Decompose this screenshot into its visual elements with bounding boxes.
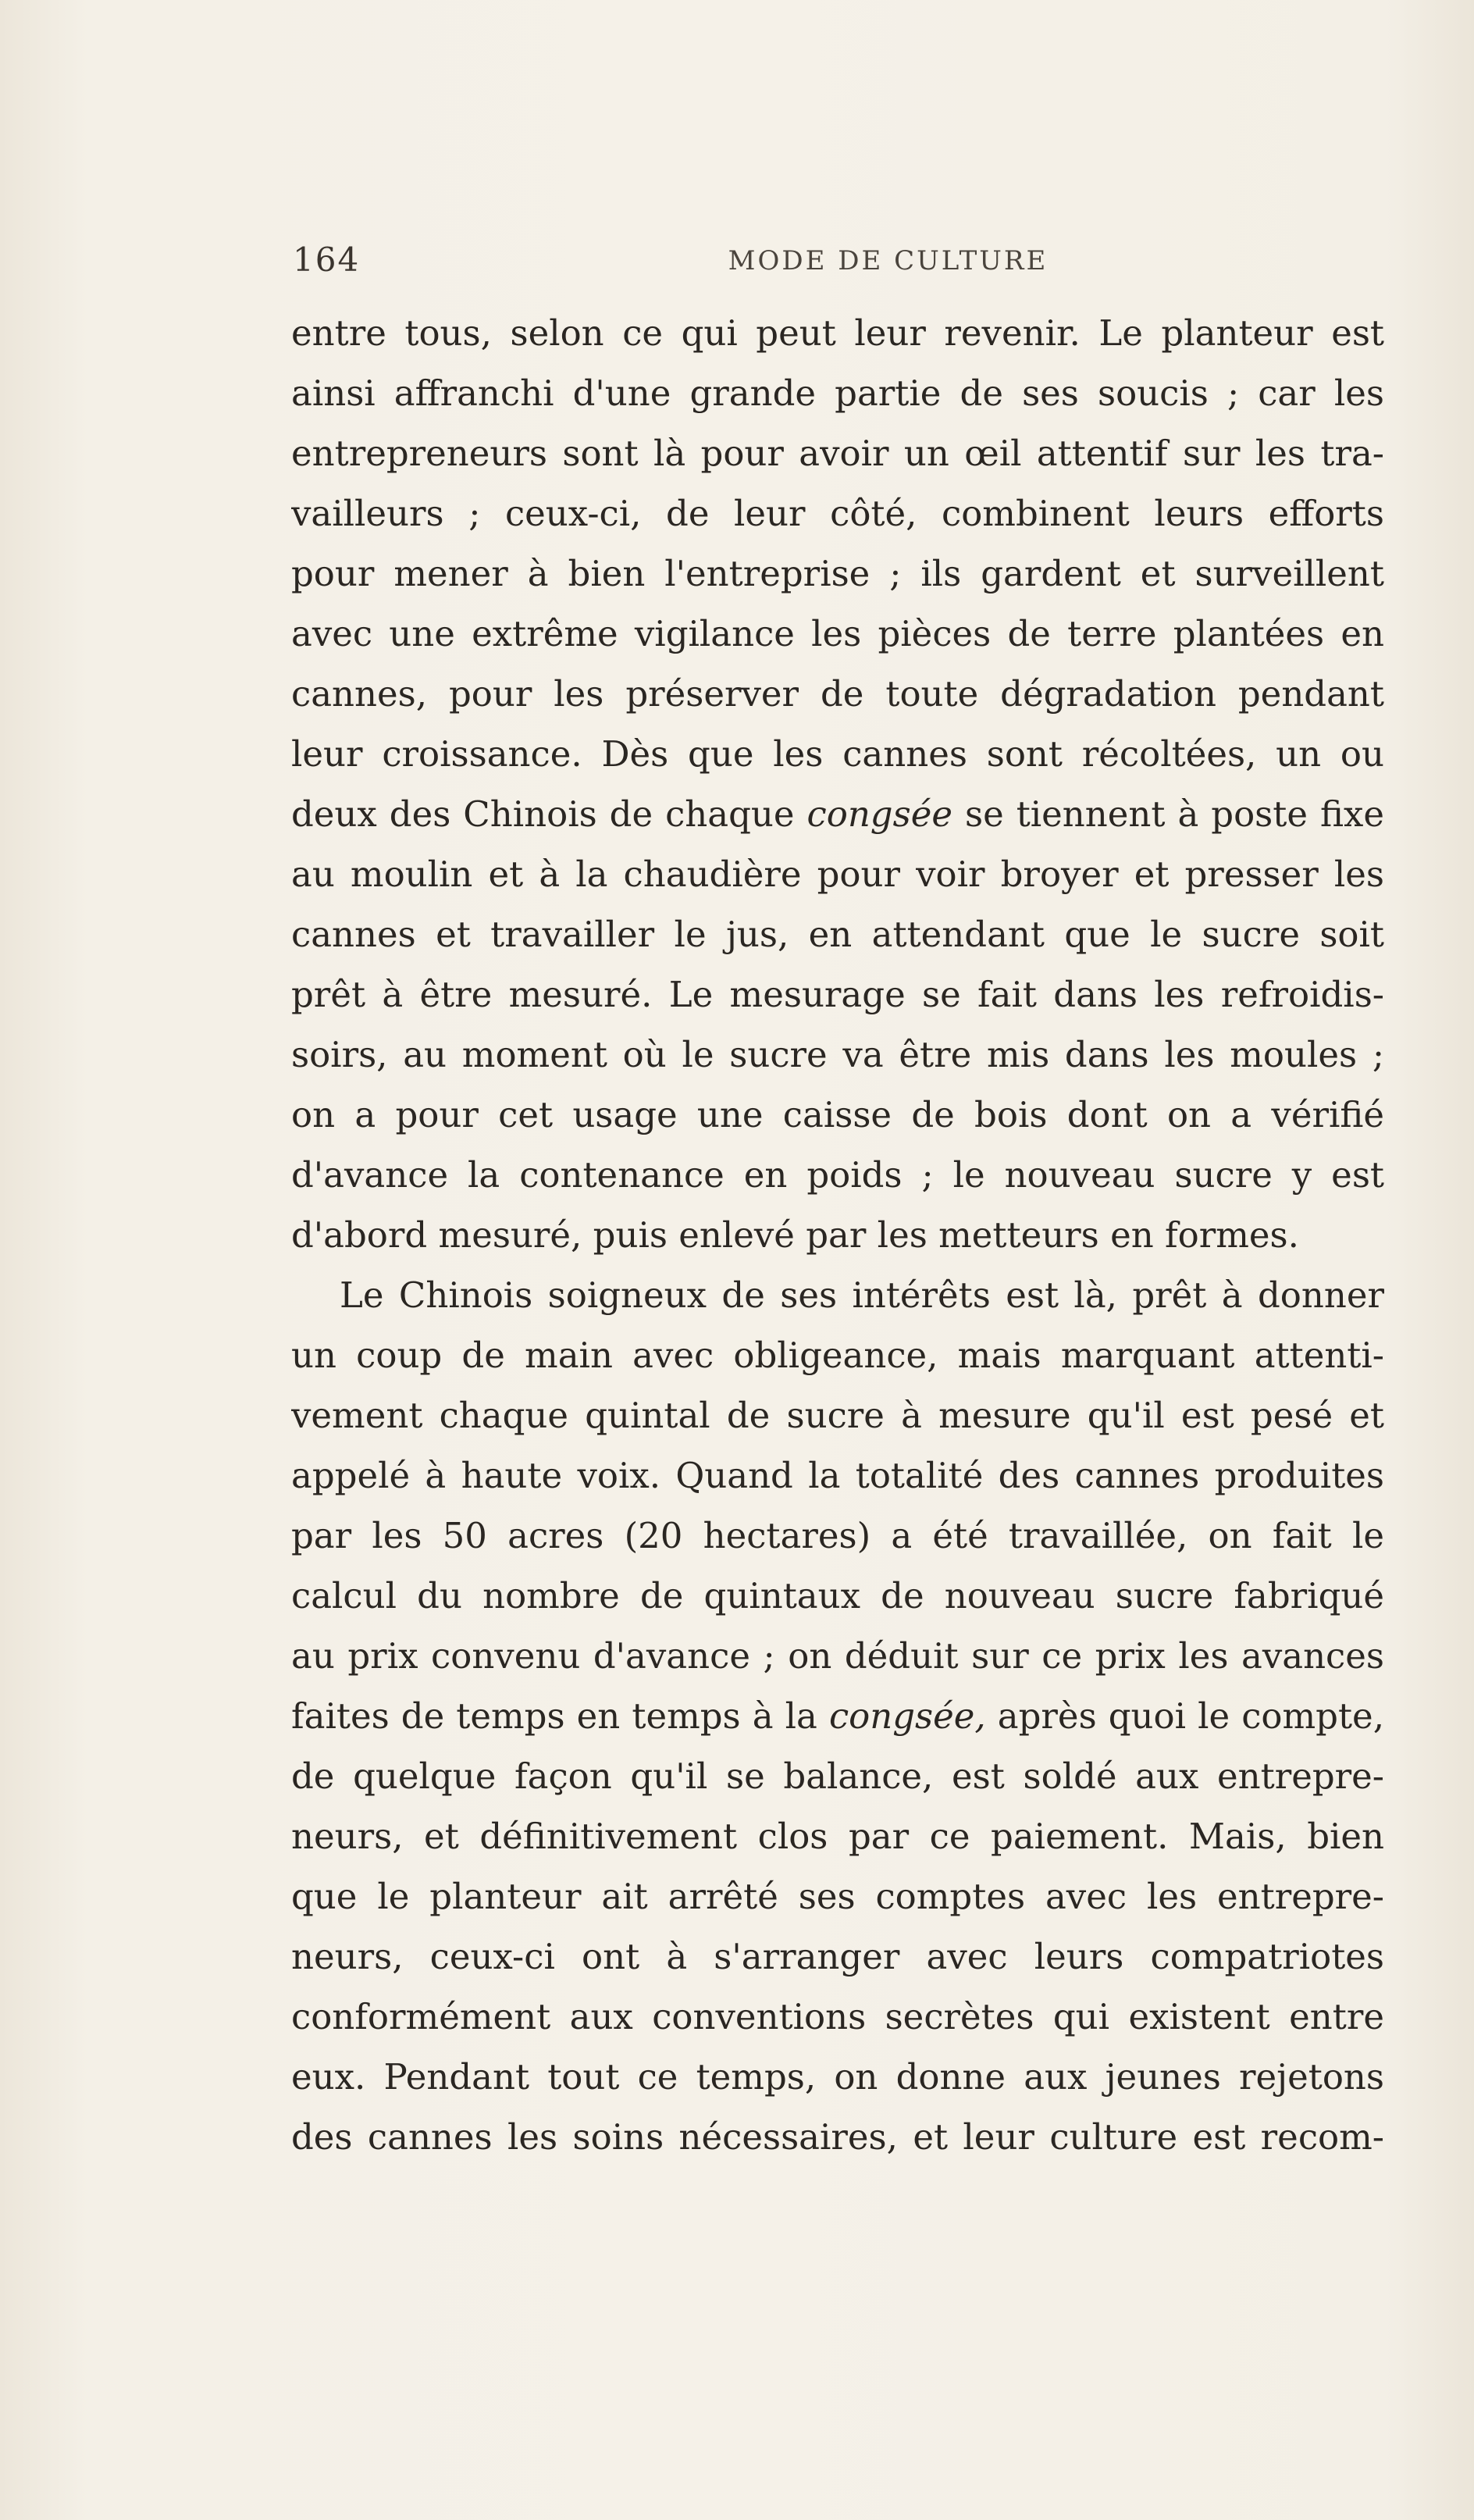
text-line: Le Chinois soigneux de ses intérêts est là, prêt à donner	[340, 1274, 1384, 1316]
text-line: entrepreneurs sont là pour avoir un œil attentif sur les tra-	[291, 433, 1384, 474]
text-line: d'avance la contenance en poids ; le nouveau sucre y est	[291, 1154, 1384, 1196]
text-segment: faites de temps en temps à la	[291, 1695, 829, 1737]
text-line: leur croissance. Dès que les cannes sont récoltées, un ou	[291, 733, 1384, 775]
text-line: cannes, pour les préserver de toute dégradation pendant	[291, 673, 1384, 715]
text-line: cannes et travailler le jus, en attendant que le sucre soit	[291, 914, 1384, 955]
text-line: conformément aux conventions secrètes qui existent entre	[291, 1996, 1384, 2037]
text-segment: deux des Chinois de chaque	[291, 793, 807, 835]
text-segment: après quoi le compte,	[985, 1695, 1384, 1737]
text-line: par les 50 acres (20 hectares) a été travaillée, on fait le	[291, 1515, 1384, 1556]
text-line: au moulin et à la chaudière pour voir broyer et presser les	[291, 854, 1384, 895]
text-line: au prix convenu d'avance ; on déduit sur ce prix les avances	[291, 1635, 1384, 1677]
text-line: soirs, au moment où le sucre va être mis dans les moules ;	[291, 1034, 1384, 1075]
running-title: MODE DE CULTURE	[728, 245, 1049, 276]
text-line: prêt à être mesuré. Le mesurage se fait dans les refroidis-	[291, 974, 1384, 1015]
text-line	[291, 1686, 1384, 1746]
text-line: pour mener à bien l'entreprise ; ils gardent et surveillent	[291, 553, 1384, 594]
running-head	[293, 234, 1390, 289]
text-segment: se tiennent à poste fixe	[952, 793, 1384, 835]
text-line: vailleurs ; ceux-ci, de leur côté, combinent leurs efforts	[291, 493, 1384, 534]
text-line: eux. Pendant tout ce temps, on donne aux jeunes rejetons	[291, 2056, 1384, 2098]
text-line: ainsi affranchi d'une grande partie de ses soucis ; car les	[291, 372, 1384, 414]
text-line: neurs, ceux-ci ont à s'arranger avec leurs compatriotes	[291, 1936, 1384, 1977]
text-line	[291, 784, 1384, 844]
text-line: on a pour cet usage une caisse de bois dont on a vérifié	[291, 1094, 1384, 1135]
text-line: appelé à haute voix. Quand la totalité des cannes produites	[291, 1455, 1384, 1496]
text-line: de quelque façon qu'il se balance, est soldé aux entrepre-	[291, 1755, 1384, 1797]
text-line: neurs, et définitivement clos par ce paiement. Mais, bien	[291, 1816, 1384, 1857]
body-text	[291, 303, 1384, 2167]
text-line: un coup de main avec obligeance, mais marquant attenti-	[291, 1335, 1384, 1376]
text-line: entre tous, selon ce qui peut leur revenir. Le planteur est	[291, 312, 1384, 354]
text-line: avec une extrême vigilance les pièces de terre plantées en	[291, 613, 1384, 654]
italic-term: congsée	[806, 793, 952, 835]
text-line: vement chaque quintal de sucre à mesure qu'il est pesé et	[291, 1395, 1384, 1436]
text-line: d'abord mesuré, puis enlevé par les metteurs en formes.	[291, 1214, 1299, 1256]
page-number: 164	[293, 241, 361, 279]
italic-term: congsée,	[828, 1695, 986, 1737]
text-line: que le planteur ait arrêté ses comptes avec les entrepre-	[291, 1876, 1384, 1917]
text-line: des cannes les soins nécessaires, et leur culture est recom-	[291, 2116, 1384, 2158]
text-line: calcul du nombre de quintaux de nouveau sucre fabriqué	[291, 1575, 1384, 1616]
